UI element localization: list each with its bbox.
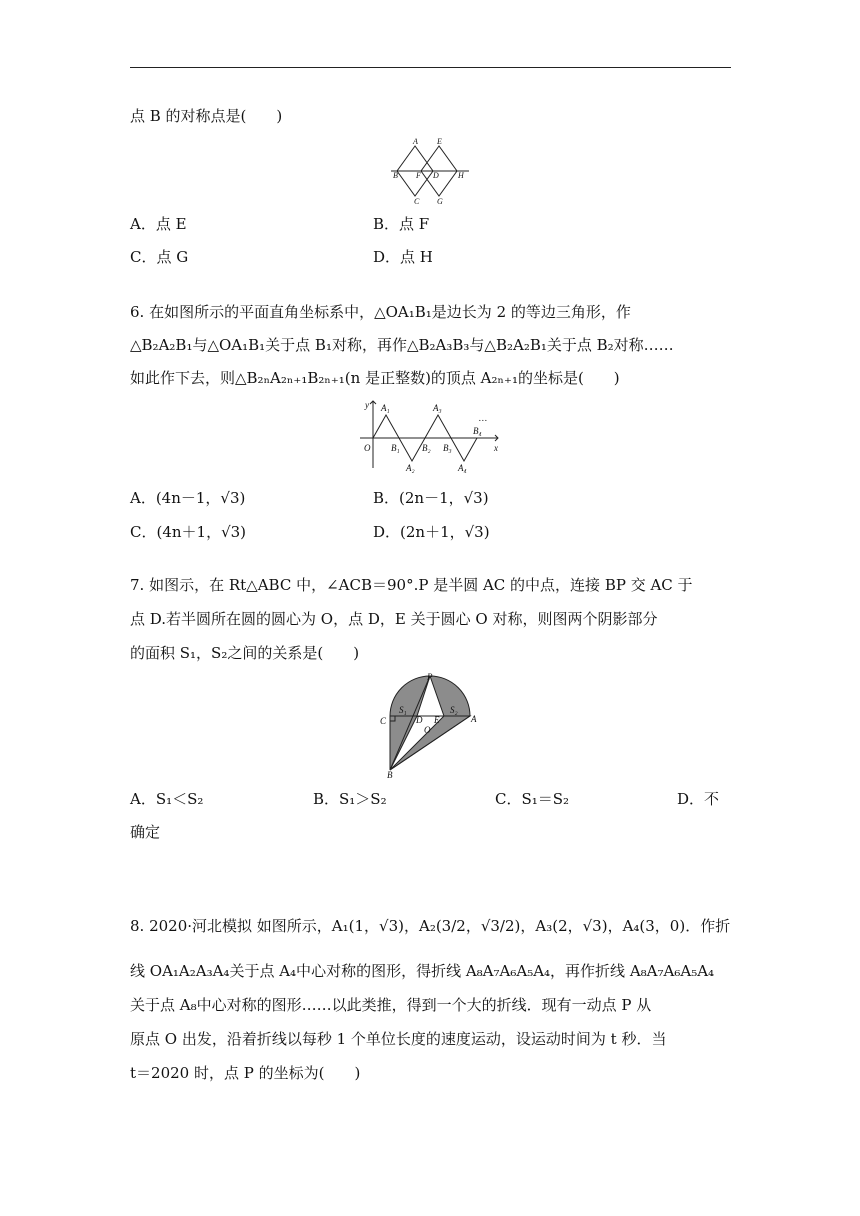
q7-option-b: B．S₁＞S₂ [313, 790, 387, 808]
q8-stem-line-4: 原点 O 出发，沿着折线以每秒 1 个单位长度的速度运动，设运动时间为 t 秒．当 [130, 1030, 667, 1048]
q7-option-c: C．S₁＝S₂ [495, 790, 570, 808]
q5-option-b: B．点 F [373, 215, 430, 233]
q5-label-c: C [414, 197, 420, 206]
q6-option-b: B．(2n－1，√3) [373, 489, 489, 507]
q7-label-s1: S₁ [399, 705, 407, 715]
q7-option-d-wrap: 确定 [130, 823, 161, 841]
q7-label-d: D [416, 715, 423, 725]
q5-label-d: D [433, 171, 439, 180]
q6-label-a1: A₁ [381, 403, 390, 413]
q6-option-d: D．(2n＋1，√3) [373, 523, 490, 541]
q5-label-g: G [437, 197, 443, 206]
q7-label-s2: S₂ [450, 705, 458, 715]
q6-label-a4: A₄ [458, 463, 467, 473]
q6-label-b3: B₃ [443, 443, 452, 453]
header-rule [130, 67, 731, 68]
q6-label-x: x [494, 443, 498, 453]
q6-label-b1: B₁ [391, 443, 400, 453]
q7-semicircle-figure [372, 670, 484, 780]
q5-rhombus-figure [385, 134, 480, 206]
q8-stem-line-3: 关于点 A₈中心对称的图形……以此类推，得到一个大的折线．现有一动点 P 从 [130, 996, 652, 1014]
q8-stem-line-5: t＝2020 时，点 P 的坐标为( ) [130, 1064, 361, 1082]
q6-label-a3: A₃ [433, 403, 442, 413]
q7-label-o: O [424, 725, 431, 735]
q7-option-a: A．S₁＜S₂ [130, 790, 204, 808]
q5-label-e: E [437, 137, 442, 146]
q6-label-o: O [364, 443, 371, 453]
q7-stem-line-2: 点 D.若半圆所在圆的圆心为 O，点 D，E 关于圆心 O 对称，则图两个阴影部分 [130, 610, 658, 628]
q5-option-c: C．点 G [130, 248, 189, 266]
q5-label-a: A [413, 137, 418, 146]
q5-option-a: A．点 E [130, 215, 187, 233]
q6-stem-line-1: 6. 在如图所示的平面直角坐标系中，△OA₁B₁是边长为 2 的等边三角形，作 [130, 303, 631, 321]
q6-label-y: y [365, 400, 369, 410]
q6-label-a2: A₂ [406, 463, 415, 473]
q5-stem-tail: 点 B 的对称点是( ) [130, 107, 283, 125]
q7-label-a: A [471, 714, 477, 724]
q6-zigzag-figure [355, 396, 505, 474]
q7-label-c: C [380, 716, 387, 726]
q6-label-b4: B₄ [473, 426, 482, 436]
q6-option-a: A．(4n－1，√3) [130, 489, 246, 507]
q5-label-f: F [416, 171, 421, 180]
q6-stem-line-3: 如此作下去，则△B₂ₙA₂ₙ₊₁B₂ₙ₊₁(n 是正整数)的顶点 A₂ₙ₊₁的坐标是( ) [130, 369, 620, 387]
q7-label-e: E [434, 715, 440, 725]
q5-label-b: B [393, 171, 398, 180]
q8-stem-line-2: 线 OA₁A₂A₃A₄关于点 A₄中心对称的图形，得折线 A₈A₇A₆A₅A₄，再作折线 A₈A₇A₆A₅A₄ [130, 962, 715, 980]
q7-option-d: D．不 [677, 790, 720, 808]
q5-option-d: D．点 H [373, 248, 433, 266]
q6-label-b2: B₂ [422, 443, 431, 453]
q7-label-p: P [427, 672, 433, 682]
q7-stem-line-3: 的面积 S₁，S₂之间的关系是( ) [130, 644, 360, 662]
q6-option-c: C．(4n＋1，√3) [130, 523, 247, 541]
q8-stem-line-1: 8. 2020·河北模拟 如图所示，A₁(1，√3)，A₂(3/2，√3/2)，A₃(2，√3)，A₄(3，0)．作折 [130, 917, 731, 935]
q7-label-b: B [387, 770, 393, 780]
q6-stem-line-2: △B₂A₂B₁与△OA₁B₁关于点 B₁对称，再作△B₂A₃B₃与△B₂A₂B₁关于点 B₂对称…… [130, 336, 674, 354]
q6-label-ellipsis: … [479, 413, 488, 423]
q5-label-h: H [458, 171, 464, 180]
q7-stem-line-1: 7. 如图示，在 Rt△ABC 中，∠ACB＝90°.P 是半圆 AC 的中点，连接 BP 交 AC 于 [130, 576, 693, 594]
